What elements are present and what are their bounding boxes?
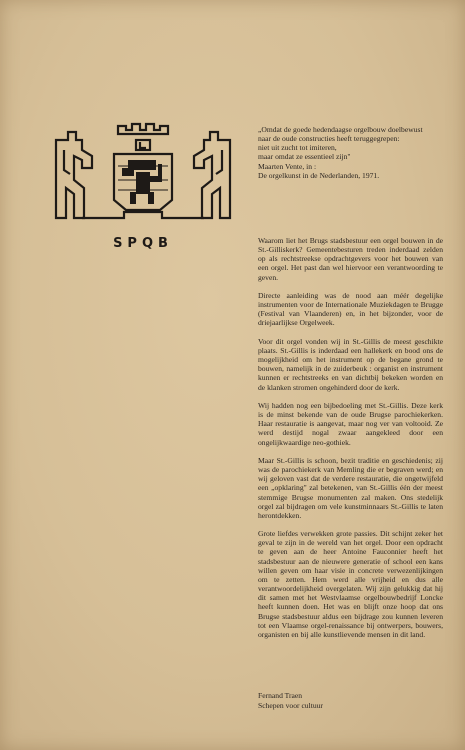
paragraph: Maar St.-Gillis is schoon, bezit traditie en geschiedenis; zij was de parochiekerk van Memling die er begraven werd; en wij geloven vast dat de verdere restauratie, die ongetwijfeld een „opklaring" zal betekenen, van St.-Gillis één der meest stemmige Brugse monumenten zal maken. Ons stedelijk orgel zal bijdragen om vele kunstminnaars St.-Gillis te laten herontdekken. — [258, 455, 443, 520]
paragraph: Waarom liet het Brugs stadsbestuur een orgel bouwen in de St.-Gilliskerk? Gemeentebesturen treden inderdaad zelden op als rechtstreekse opdrachtgevers voor het bouwen van een orgel. Het past dan wel hiervoor een verantwoording te geven. — [258, 236, 443, 282]
city-emblem — [52, 120, 234, 258]
paragraph: Voor dit orgel vonden wij in St.-Gillis de meest geschikte plaats. St.-Gillis is inderdaad een hallekerk en bood ons de mogelijkheid om het instrument op de begane grond te bouwen, namelijk in de zuiderbeuk : organist en instrument kunnen er rechtstreeks en van dichtbij bekeken worden en de klanken stromen ongehinderd door de kerk. — [258, 336, 443, 392]
paragraph: Directe aanleiding was de nood aan méér degelijke instrumenten voor de Internationale Muziekdagen te Brugge (Festival van Vlaanderen) en, in het bijzonder, voor de driejaarlijkse Orgelweek. — [258, 290, 443, 328]
epigraph-line: maar omdat ze essentieel zijn" — [258, 152, 351, 162]
signature-block — [258, 691, 443, 710]
emblem-graphic — [52, 120, 234, 232]
epigraph-line: naar de oude constructies heeft teruggegrepen: — [258, 134, 400, 144]
paragraph: Grote liefdes verwekken grote passies. Dit schijnt zeker het geval te zijn in de wereld van het orgel. Door een opdracht te geven aan de heer Antoine Fauconnier heeft het stadsbestuur aan de nieuwere generatie of school een kans willen geven om haar visie in concrete verwezenlijkingen om te zetten. Hem werd alle vrijheid en dus alle verantwoordelijkheid overgelaten. Wij zijn gelukkig dat hij dit samen met het Westvlaamse orgelbouwbedrijf Loncke heeft kunnen doen. Het was en blijft onze hoop dat ons Brugse stadsbestuur aldus een bijdrage zou kunnen leveren tot een Vlaamse orgel-renaissance bij ontwerpers, bouwers, organisten en bij alle kunstlievende mensen in dit land. — [258, 529, 443, 639]
emblem-motto: SPQB — [113, 236, 173, 251]
epigraph-line: „Omdat de goede hedendaagse orgelbouw doelbewust — [258, 125, 423, 134]
signature-name: Fernand Traen — [258, 691, 303, 700]
epigraph-source: De orgelkunst in de Nederlanden, 1971. — [258, 170, 380, 180]
epigraph-author: Maarten Vente, in : — [258, 161, 317, 171]
paragraph: Wij hadden nog een bijbedoeling met St.-Gillis. Deze kerk is de minst bekende van de oude Brugse parochiekerken. Haar restauratie is aangevat, maar nog ver van voltooid. Ze werd destijd nogal zwaar aangekleed door een ongelijkwaardige neo-gothiek. — [258, 400, 443, 447]
signature-title: Schepen voor cultuur — [258, 700, 323, 710]
epigraph — [258, 125, 443, 180]
epigraph-line: niet uit zucht tot imiteren, — [258, 143, 337, 153]
body-text — [258, 236, 443, 648]
